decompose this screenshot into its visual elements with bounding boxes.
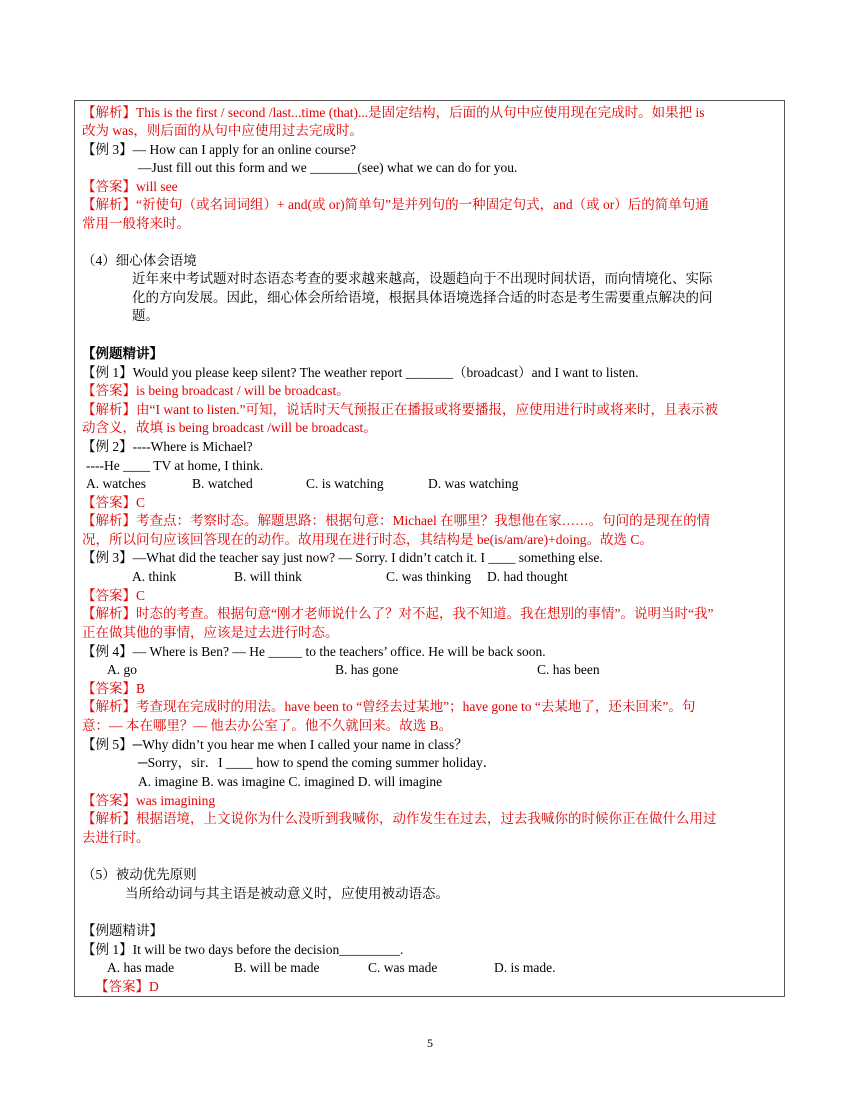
text-line: 常用一般将来时。: [82, 216, 190, 231]
text-line: 【答案】will see: [82, 179, 178, 194]
text-line: C. is watching: [306, 476, 384, 491]
text-line: 【解析】This is the first / second /last...time (that)...是固定结构，后面的从句中应使用现在完成时。如果把 is: [82, 105, 705, 120]
text-line: 近年来中考试题对时态语态考查的要求越来越高，设题趋向于不出现时间状语，而向情境化、实际: [132, 271, 713, 286]
text-line: A. watches: [86, 476, 146, 491]
text-line: 【答案】B: [82, 681, 146, 696]
text-line: B. will be made: [234, 960, 320, 975]
text-line: （4）细心体会语境: [82, 253, 197, 268]
text-line: 【例 5】─Why didn’t you hear me when I called your name in class？: [82, 737, 468, 752]
text-line: 【例 3】—What did the teacher say just now? — Sorry. I didn’t catch it. I ____ something else.: [82, 550, 603, 565]
text-line: 去进行时。: [82, 830, 150, 845]
text-line: 正在做其他的事情，应该是过去进行时态。: [82, 625, 339, 640]
text-line: 【答案】C: [82, 588, 146, 603]
text-line: 题。: [132, 308, 159, 323]
text-line: ─Sorry，sir．I ____ how to spend the coming summer holiday．: [138, 755, 497, 770]
text-line: 【例 2】----Where is Michael?: [82, 439, 253, 454]
text-line: A. go: [107, 662, 137, 677]
text-line: C. has been: [537, 662, 600, 677]
text-line: 意：— 本在哪里？— 他去办公室了。他不久就回来。故选 B。: [82, 718, 453, 733]
text-line: 【解析】“祈使句（或名词词组）+ and(或 or)简单句”是并列句的一种固定句式，and（或 or）后的简单句通: [82, 197, 709, 212]
text-line: 改为 was，则后面的从句中应使用过去完成时。: [82, 123, 363, 138]
text-line: B. has gone: [335, 662, 399, 677]
text-line: 【例 1】It will be two days before the decision_________.: [82, 942, 404, 957]
text-line: ----He ____ TV at home, I think.: [86, 458, 264, 473]
text-line: A. imagine B. was imagine C. imagined D. will imagine: [138, 774, 443, 789]
text-line: C. was thinking: [386, 569, 472, 584]
text-line: B. watched: [192, 476, 253, 491]
text-line: B. will think: [234, 569, 302, 584]
text-line: D. had thought: [487, 569, 568, 584]
text-line: 【解析】时态的考查。根据句意“刚才老师说什么了？对不起，我不知道。我在想别的事情”。说明当时“我”: [82, 606, 714, 621]
text-line: 当所给动词与其主语是被动意义时，应使用被动语态。: [125, 886, 449, 901]
text-line: （5）被动优先原则: [82, 867, 197, 882]
text-line: —Just fill out this form and we _______(see) what we can do for you.: [138, 160, 518, 175]
text-line: C. was made: [368, 960, 438, 975]
page-number: 5: [427, 1036, 433, 1050]
text-line: 【例 4】— Where is Ben? — He _____ to the teachers’ office. He will be back soon.: [82, 644, 546, 659]
text-line: 【解析】由“I want to listen.”可知，说话时天气预报正在播报或将要播报，应使用进行时或将来时，且表示被: [82, 402, 718, 417]
text-line: 【解析】根据语境，上文说你为什么没听到我喊你，动作发生在过去，过去我喊你的时候你正在做什么用过: [82, 811, 717, 826]
text-line: 【例 3】— How can I apply for an online course?: [82, 142, 357, 157]
text-line: A. think: [132, 569, 177, 584]
text-line: 【答案】was imagining: [82, 793, 216, 808]
text-line: 【例题精讲】: [82, 346, 163, 361]
text-line: 【解析】考查点：考察时态。解题思路：根据句意：Michael 在哪里？我想他在家……。句问的是现在的情: [82, 513, 711, 528]
text-line: D. is made.: [494, 960, 556, 975]
text-line: 【例 1】Would you please keep silent? The weather report _______（broadcast）and I want to listen.: [82, 365, 639, 380]
text-line: A. has made: [107, 960, 175, 975]
text-line: 况，所以问句应该回答现在的动作。故用现在进行时态，其结构是 be(is/am/are)+doing。故选 C。: [82, 532, 653, 547]
text-line: 【解析】考查现在完成时的用法。have been to “曾经去过某地”；have gone to “去某地了，还未回来”。句: [82, 699, 696, 714]
text-line: 【答案】C: [82, 495, 146, 510]
text-line: D. was watching: [428, 476, 519, 491]
text-line: 【例题精讲】: [82, 923, 163, 938]
text-line: 动含义，故填 is being broadcast /will be broadcast。: [82, 420, 377, 435]
text-line: 【答案】D: [95, 979, 159, 994]
text-line: 化的方向发展。因此，细心体会所给语境，根据具体语境选择合适的时态是考生需要重点解决的问: [132, 290, 713, 305]
text-line: 【答案】is being broadcast / will be broadcast。: [82, 383, 350, 398]
